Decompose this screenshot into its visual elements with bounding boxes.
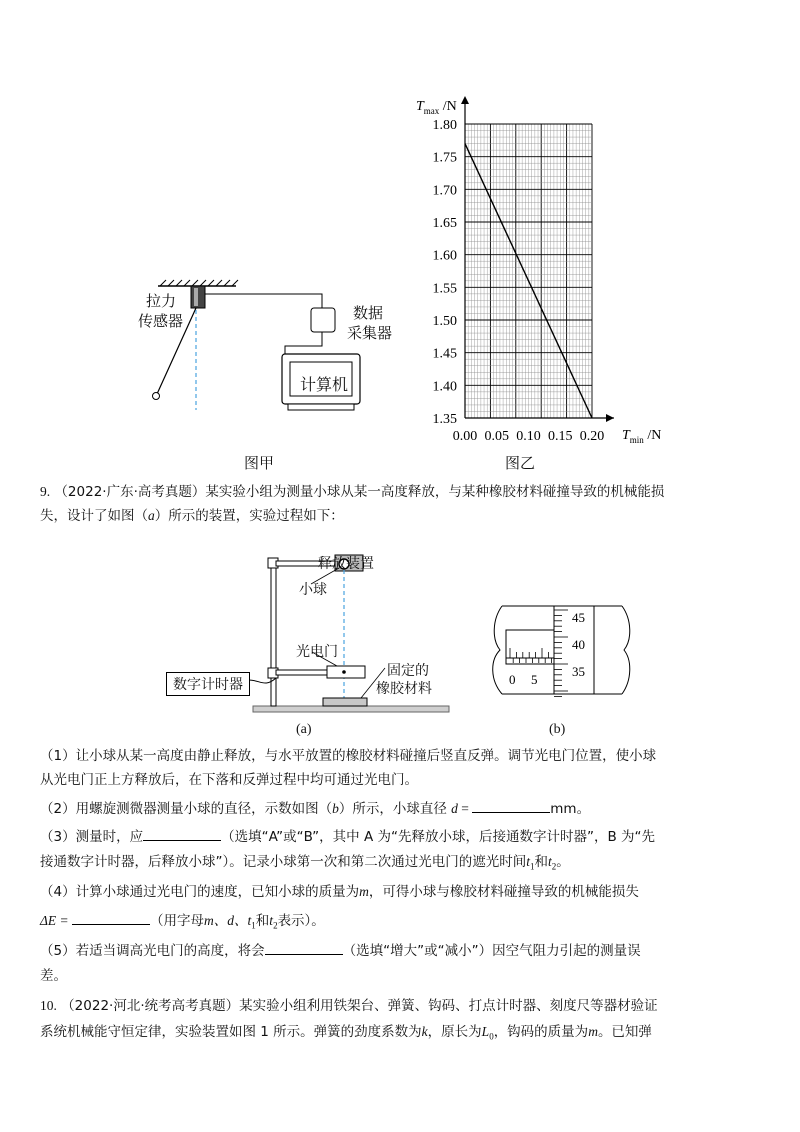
q9-part1-line-1: （1）让小球从某一高度由静止释放，与水平放置的橡胶材料碰撞后竖直反弹。调节光电门位置，使小球: [40, 748, 657, 764]
rubber-label-2: 橡胶材料: [376, 681, 432, 697]
q9-part3-line-1: （3）测量时，应 （选填“A”或“B”，其中 A 为“先释放小球，后接通数字计时器”，B 为“先: [40, 826, 655, 847]
computer-label: 计算机: [300, 375, 349, 394]
thimble-label-40: 40: [572, 637, 585, 652]
sleeve-label-5: 5: [531, 672, 538, 687]
y-tick-label: 1.60: [432, 248, 457, 264]
sensor-label-1: 拉力: [146, 292, 177, 310]
x-axis-arrow: [606, 414, 614, 422]
stand-rod: [271, 564, 276, 706]
y-axis-arrow: [461, 96, 469, 104]
q9-part5-line-1: （5）若适当调高光电门的高度，将会 （选填“增大”或“减小”）因空气阻力引起的测量误: [40, 940, 641, 961]
pendulum-bob: [153, 393, 160, 400]
y-tick-label: 1.80: [432, 118, 457, 133]
answer-blank-error[interactable]: [265, 940, 343, 955]
q10-stem-line-2: 系统机械能守恒定律，实验装置如图 1 所示。弹簧的劲度系数为k，原长为$L_0$，钩码的质量为m。已知弹: [40, 1024, 652, 1042]
x-tick-label: 0.05: [484, 429, 509, 444]
q9-stem-line-1: 9. （2022·广东·高考真题）某实验小组为测量小球从某一高度释放，与某种橡胶材料碰撞导致的机械能损: [40, 484, 665, 500]
q9-number: 9.: [40, 484, 51, 499]
y-tick-label: 1.75: [432, 150, 457, 166]
y-tick-label: 1.70: [432, 183, 457, 199]
y-tick-label: 1.40: [432, 379, 457, 395]
y-tick-label: 1.50: [432, 314, 457, 329]
figure-yi-caption: 图乙: [505, 454, 536, 472]
q9-source: （2022·广东·高考真题）: [54, 484, 206, 500]
thimble-label-35: 35: [572, 664, 585, 679]
y-axis-label: $T_{max}$ /N: [416, 99, 457, 116]
photogate-label: 光电门: [296, 644, 338, 660]
q10-number: 10.: [40, 998, 57, 1013]
figure-jia-caption: 图甲: [244, 454, 275, 472]
y-tick-label: 1.35: [432, 412, 457, 427]
digital-timer-box: [166, 672, 250, 696]
figure-b-caption: (b): [549, 722, 566, 737]
sensor-wire: [205, 294, 322, 308]
x-tick-label: 0.10: [516, 429, 541, 444]
release-device-label: 释放装置: [318, 556, 374, 572]
rubber-label-1: 固定的: [387, 663, 429, 679]
data-collector: [311, 308, 335, 332]
tmax-tmin-chart: [400, 88, 690, 448]
ball-label: 小球: [299, 582, 327, 598]
q9-part4-line-2: ΔE = （用字母m、d、$t_1$和$t_2$表示）。: [40, 910, 325, 936]
sleeve-label-0: 0: [509, 672, 516, 687]
y-tick-label: 1.45: [432, 346, 457, 362]
x-tick-label: 0.20: [579, 429, 605, 444]
ceiling-hatch: [160, 280, 238, 286]
y-tick-label: 1.65: [432, 216, 457, 231]
q10-source: （2022·河北·统考高考真题）: [61, 998, 240, 1014]
answer-blank-diameter[interactable]: [472, 798, 550, 813]
rubber-material: [323, 698, 367, 706]
digital-timer-label: 数字计时器: [173, 677, 243, 693]
gate-arm: [276, 670, 330, 675]
x-axis-label: $T_{min}$ /N: [622, 428, 662, 445]
q9-stem-line-2: 失，设计了如图（a）所示的装置，实验过程如下：: [40, 508, 344, 524]
answer-blank-energy-loss[interactable]: [72, 910, 150, 925]
computer-base: [288, 404, 354, 410]
photogate: [327, 666, 365, 678]
q9-part5-line-2: 差。: [40, 968, 67, 984]
sensor-label-2: 传感器: [138, 312, 184, 330]
answer-blank-order[interactable]: [143, 826, 221, 841]
x-tick-label: 0.00: [452, 429, 478, 444]
q10-stem-line-1: 10. （2022·河北·统考高考真题）某实验小组利用铁架台、弹簧、钩码、打点计时器、刻度尺等器材验证: [40, 998, 658, 1014]
y-tick-label: 1.55: [432, 281, 457, 297]
stand-base: [253, 706, 449, 712]
micrometer-diagram: [482, 600, 642, 700]
collector-label-1: 数据: [353, 304, 384, 322]
q9-part2: （2）用螺旋测微器测量小球的直径，示数如图（b）所示，小球直径 d = mm。: [40, 798, 590, 819]
collector-label-2: 采集器: [347, 324, 393, 342]
figure-a-caption: (a): [296, 722, 312, 737]
q9-part4-line-1: （4）计算小球通过光电门的速度，已知小球的质量为m，可得小球与橡胶材料碰撞导致的机械能损失: [40, 884, 639, 900]
thimble-label-45: 45: [572, 610, 585, 625]
q9-part3-line-2: 接通数字计时器，后释放小球”）。记录小球第一次和第二次通过光电门的遮光时间$t_1$和$t_2$。: [40, 854, 570, 872]
x-tick-label: 0.15: [548, 429, 573, 444]
collector-wire: [285, 332, 322, 354]
q9-part1-line-2: 从光电门正上方释放后，在下落和反弹过程中均可通过光电门。: [40, 772, 418, 788]
